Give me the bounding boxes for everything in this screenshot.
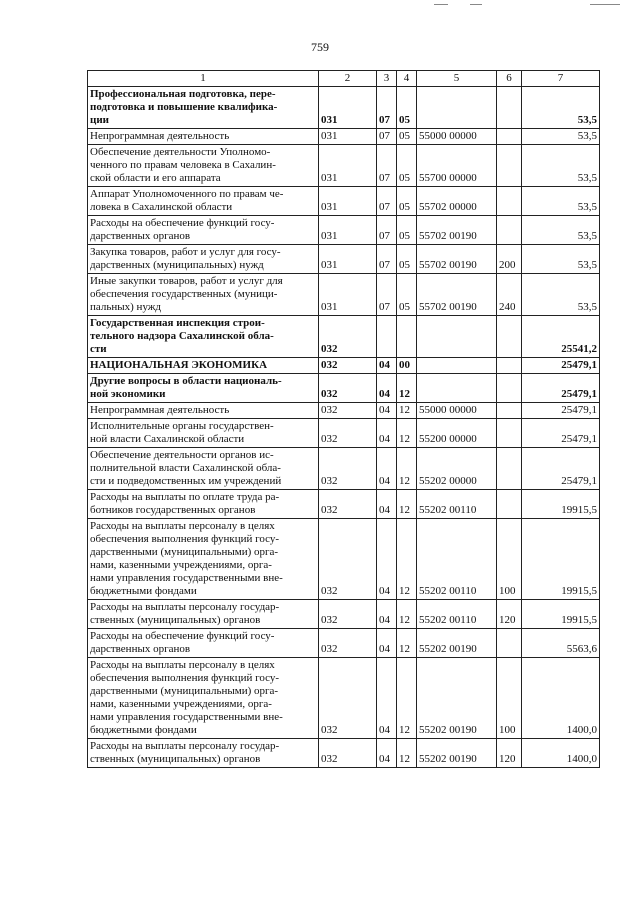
amount-cell: 1400,0 bbox=[522, 658, 600, 739]
description-line: Расходы на выплаты персоналу в целях bbox=[90, 520, 275, 532]
expense-type-cell: 240 bbox=[497, 274, 522, 316]
description-line: Обеспечение деятельности Уполномо- bbox=[90, 146, 271, 158]
target-article-cell: 55000 00000 bbox=[417, 403, 497, 419]
amount-cell: 53,5 bbox=[522, 216, 600, 245]
amount-cell: 25479,1 bbox=[522, 448, 600, 490]
target-article-cell: 55200 00000 bbox=[417, 419, 497, 448]
table-row bbox=[88, 658, 600, 739]
amount-cell: 53,5 bbox=[522, 274, 600, 316]
admin-code-cell: 031 bbox=[319, 129, 377, 145]
row-description bbox=[88, 316, 319, 358]
expense-type-cell: 200 bbox=[497, 245, 522, 274]
target-article-cell bbox=[417, 87, 497, 129]
description-line: Иные закупки товаров, работ и услуг для bbox=[90, 275, 283, 287]
subsection-code-cell: 12 bbox=[397, 739, 417, 768]
admin-code-cell: 031 bbox=[319, 187, 377, 216]
amount-cell: 53,5 bbox=[522, 129, 600, 145]
table-row bbox=[88, 145, 600, 187]
scan-mark-top bbox=[470, 4, 482, 5]
table-row bbox=[88, 87, 600, 129]
description-line: обеспечения государственных (муници- bbox=[90, 288, 278, 300]
column-header: 3 bbox=[377, 71, 397, 87]
table-row bbox=[88, 374, 600, 403]
section-code-cell: 04 bbox=[377, 519, 397, 600]
row-description bbox=[88, 358, 319, 374]
section-code-cell: 07 bbox=[377, 274, 397, 316]
table-row bbox=[88, 274, 600, 316]
subsection-code-cell: 05 bbox=[397, 187, 417, 216]
target-article-cell bbox=[417, 316, 497, 358]
subsection-code-cell: 05 bbox=[397, 145, 417, 187]
description-line: Другие вопросы в области националь- bbox=[90, 375, 282, 387]
expense-type-cell: 100 bbox=[497, 658, 522, 739]
admin-code-cell: 031 bbox=[319, 245, 377, 274]
target-article-cell bbox=[417, 374, 497, 403]
subsection-code-cell: 12 bbox=[397, 658, 417, 739]
section-code-cell: 07 bbox=[377, 129, 397, 145]
amount-cell: 53,5 bbox=[522, 245, 600, 274]
amount-cell: 5563,6 bbox=[522, 629, 600, 658]
description-line: нами управления государственными вне- bbox=[90, 711, 283, 723]
description-line: Расходы на выплаты по оплате труда ра- bbox=[90, 491, 280, 503]
section-code-cell: 07 bbox=[377, 145, 397, 187]
expense-type-cell bbox=[497, 448, 522, 490]
table-row bbox=[88, 629, 600, 658]
target-article-cell: 55000 00000 bbox=[417, 129, 497, 145]
expense-type-cell bbox=[497, 187, 522, 216]
admin-code-cell: 032 bbox=[319, 629, 377, 658]
amount-cell: 25541,2 bbox=[522, 316, 600, 358]
section-code-cell: 04 bbox=[377, 403, 397, 419]
subsection-code-cell: 05 bbox=[397, 216, 417, 245]
expense-type-cell: 100 bbox=[497, 519, 522, 600]
row-description bbox=[88, 448, 319, 490]
description-line: обеспечения выполнения функций госу- bbox=[90, 672, 280, 684]
subsection-code-cell: 05 bbox=[397, 129, 417, 145]
description-line: Расходы на выплаты персоналу государ- bbox=[90, 601, 280, 613]
subsection-code-cell: 00 bbox=[397, 358, 417, 374]
admin-code-cell: 032 bbox=[319, 490, 377, 519]
admin-code-cell: 032 bbox=[319, 419, 377, 448]
section-code-cell: 04 bbox=[377, 658, 397, 739]
amount-cell: 19915,5 bbox=[522, 600, 600, 629]
row-description bbox=[88, 145, 319, 187]
description-line: дарственными (муниципальными) орга- bbox=[90, 685, 279, 697]
target-article-cell: 55202 00110 bbox=[417, 600, 497, 629]
description-line: дарственных органов bbox=[90, 230, 191, 242]
description-line: Закупка товаров, работ и услуг для госу- bbox=[90, 246, 281, 258]
target-article-cell: 55702 00000 bbox=[417, 187, 497, 216]
subsection-code-cell: 12 bbox=[397, 519, 417, 600]
description-line: ственных (муниципальных) органов bbox=[90, 753, 261, 765]
description-line: ственных (муниципальных) органов bbox=[90, 614, 261, 626]
expense-type-cell bbox=[497, 145, 522, 187]
description-line: бюджетными фондами bbox=[90, 724, 197, 736]
expense-type-cell bbox=[497, 216, 522, 245]
amount-cell: 25479,1 bbox=[522, 358, 600, 374]
description-line: НАЦИОНАЛЬНАЯ ЭКОНОМИКА bbox=[90, 359, 268, 371]
description-line: дарственных (муниципальных) нужд bbox=[90, 259, 264, 271]
table-row bbox=[88, 358, 600, 374]
target-article-cell: 55702 00190 bbox=[417, 274, 497, 316]
description-line: Исполнительные органы государствен- bbox=[90, 420, 274, 432]
description-line: нами, казенными учреждениями, орга- bbox=[90, 698, 272, 710]
description-line: Расходы на обеспечение функций госу- bbox=[90, 217, 275, 229]
expense-type-cell bbox=[497, 129, 522, 145]
description-line: Профессиональная подготовка, пере- bbox=[90, 88, 276, 100]
subsection-code-cell: 12 bbox=[397, 629, 417, 658]
admin-code-cell: 031 bbox=[319, 87, 377, 129]
description-line: дарственными (муниципальными) орга- bbox=[90, 546, 279, 558]
target-article-cell: 55202 00190 bbox=[417, 658, 497, 739]
column-header: 1 bbox=[88, 71, 319, 87]
subsection-code-cell: 05 bbox=[397, 274, 417, 316]
subsection-code-cell: 05 bbox=[397, 245, 417, 274]
budget-table bbox=[87, 70, 600, 768]
target-article-cell: 55700 00000 bbox=[417, 145, 497, 187]
admin-code-cell: 032 bbox=[319, 358, 377, 374]
description-line: полнительной власти Сахалинской обла- bbox=[90, 462, 281, 474]
description-line: ской области и его аппарата bbox=[90, 172, 221, 184]
description-line: ботников государственных органов bbox=[90, 504, 256, 516]
table-row bbox=[88, 403, 600, 419]
expense-type-cell bbox=[497, 316, 522, 358]
description-line: сти bbox=[90, 343, 107, 355]
description-line: нами, казенными учреждениями, орга- bbox=[90, 559, 272, 571]
table-row bbox=[88, 187, 600, 216]
column-header: 2 bbox=[319, 71, 377, 87]
description-line: Обеспечение деятельности органов ис- bbox=[90, 449, 274, 461]
row-description bbox=[88, 187, 319, 216]
section-code-cell: 04 bbox=[377, 600, 397, 629]
section-code-cell: 07 bbox=[377, 216, 397, 245]
description-line: обеспечения выполнения функций госу- bbox=[90, 533, 280, 545]
column-header: 5 bbox=[417, 71, 497, 87]
description-line: ловека в Сахалинской области bbox=[90, 201, 233, 213]
section-code-cell: 04 bbox=[377, 448, 397, 490]
section-code-cell: 07 bbox=[377, 187, 397, 216]
row-description bbox=[88, 519, 319, 600]
row-description bbox=[88, 403, 319, 419]
description-line: нами управления государственными вне- bbox=[90, 572, 283, 584]
expense-type-cell bbox=[497, 419, 522, 448]
subsection-code-cell: 12 bbox=[397, 403, 417, 419]
description-line: ции bbox=[90, 114, 110, 126]
description-line: пальных) нужд bbox=[90, 301, 162, 313]
table-row bbox=[88, 448, 600, 490]
target-article-cell bbox=[417, 358, 497, 374]
target-article-cell: 55202 00190 bbox=[417, 629, 497, 658]
description-line: тельного надзора Сахалинской обла- bbox=[90, 330, 274, 342]
expense-type-cell bbox=[497, 403, 522, 419]
expense-type-cell: 120 bbox=[497, 739, 522, 768]
scan-mark-top bbox=[434, 4, 448, 5]
column-header: 4 bbox=[397, 71, 417, 87]
section-code-cell: 07 bbox=[377, 245, 397, 274]
admin-code-cell: 031 bbox=[319, 216, 377, 245]
description-line: бюджетными фондами bbox=[90, 585, 197, 597]
admin-code-cell: 031 bbox=[319, 145, 377, 187]
admin-code-cell: 031 bbox=[319, 274, 377, 316]
amount-cell: 25479,1 bbox=[522, 419, 600, 448]
scan-mark-top bbox=[590, 4, 620, 5]
description-line: Аппарат Уполномоченного по правам че- bbox=[90, 188, 284, 200]
admin-code-cell: 032 bbox=[319, 519, 377, 600]
amount-cell: 53,5 bbox=[522, 187, 600, 216]
page-number: 759 bbox=[311, 40, 329, 54]
expense-type-cell bbox=[497, 629, 522, 658]
subsection-code-cell: 12 bbox=[397, 374, 417, 403]
section-code-cell: 04 bbox=[377, 739, 397, 768]
amount-cell: 1400,0 bbox=[522, 739, 600, 768]
admin-code-cell: 032 bbox=[319, 403, 377, 419]
table-row bbox=[88, 129, 600, 145]
table-row bbox=[88, 419, 600, 448]
subsection-code-cell: 12 bbox=[397, 419, 417, 448]
admin-code-cell: 032 bbox=[319, 316, 377, 358]
description-line: Расходы на обеспечение функций госу- bbox=[90, 630, 275, 642]
row-description bbox=[88, 658, 319, 739]
table-row bbox=[88, 490, 600, 519]
column-header: 7 bbox=[522, 71, 600, 87]
description-line: Непрограммная деятельность bbox=[90, 404, 230, 416]
admin-code-cell: 032 bbox=[319, 739, 377, 768]
amount-cell: 53,5 bbox=[522, 145, 600, 187]
expense-type-cell bbox=[497, 490, 522, 519]
admin-code-cell: 032 bbox=[319, 658, 377, 739]
target-article-cell: 55202 00110 bbox=[417, 519, 497, 600]
table-row bbox=[88, 519, 600, 600]
target-article-cell: 55202 00110 bbox=[417, 490, 497, 519]
row-description bbox=[88, 129, 319, 145]
section-code-cell: 04 bbox=[377, 490, 397, 519]
target-article-cell: 55202 00000 bbox=[417, 448, 497, 490]
amount-cell: 25479,1 bbox=[522, 403, 600, 419]
amount-cell: 25479,1 bbox=[522, 374, 600, 403]
description-line: ченного по правам человека в Сахалин- bbox=[90, 159, 276, 171]
column-header: 6 bbox=[497, 71, 522, 87]
section-code-cell: 04 bbox=[377, 374, 397, 403]
row-description bbox=[88, 374, 319, 403]
subsection-code-cell: 12 bbox=[397, 448, 417, 490]
table-row bbox=[88, 739, 600, 768]
section-code-cell: 07 bbox=[377, 87, 397, 129]
subsection-code-cell: 05 bbox=[397, 87, 417, 129]
admin-code-cell: 032 bbox=[319, 448, 377, 490]
section-code-cell: 04 bbox=[377, 358, 397, 374]
description-line: Расходы на выплаты персоналу в целях bbox=[90, 659, 275, 671]
amount-cell: 19915,5 bbox=[522, 519, 600, 600]
description-line: дарственных органов bbox=[90, 643, 191, 655]
section-code-cell: 04 bbox=[377, 629, 397, 658]
table-row bbox=[88, 600, 600, 629]
target-article-cell: 55702 00190 bbox=[417, 216, 497, 245]
row-description bbox=[88, 629, 319, 658]
row-description bbox=[88, 419, 319, 448]
expense-type-cell bbox=[497, 87, 522, 129]
amount-cell: 19915,5 bbox=[522, 490, 600, 519]
row-description bbox=[88, 739, 319, 768]
description-line: Непрограммная деятельность bbox=[90, 130, 230, 142]
description-line: ной экономики bbox=[90, 388, 166, 400]
admin-code-cell: 032 bbox=[319, 600, 377, 629]
description-line: ной власти Сахалинской области bbox=[90, 433, 245, 445]
row-description bbox=[88, 274, 319, 316]
row-description bbox=[88, 490, 319, 519]
expense-type-cell bbox=[497, 358, 522, 374]
subsection-code-cell bbox=[397, 316, 417, 358]
section-code-cell bbox=[377, 316, 397, 358]
subsection-code-cell: 12 bbox=[397, 600, 417, 629]
admin-code-cell: 032 bbox=[319, 374, 377, 403]
expense-type-cell bbox=[497, 374, 522, 403]
target-article-cell: 55202 00190 bbox=[417, 739, 497, 768]
table-row bbox=[88, 216, 600, 245]
row-description bbox=[88, 600, 319, 629]
section-code-cell: 04 bbox=[377, 419, 397, 448]
table-row bbox=[88, 245, 600, 274]
description-line: Государственная инспекция строи- bbox=[90, 317, 265, 329]
row-description bbox=[88, 245, 319, 274]
row-description bbox=[88, 216, 319, 245]
description-line: Расходы на выплаты персоналу государ- bbox=[90, 740, 280, 752]
description-line: подготовка и повышение квалифика- bbox=[90, 101, 278, 113]
row-description bbox=[88, 87, 319, 129]
expense-type-cell: 120 bbox=[497, 600, 522, 629]
table-row bbox=[88, 316, 600, 358]
amount-cell: 53,5 bbox=[522, 87, 600, 129]
target-article-cell: 55702 00190 bbox=[417, 245, 497, 274]
subsection-code-cell: 12 bbox=[397, 490, 417, 519]
table-header-row bbox=[88, 71, 600, 87]
description-line: сти и подведомственных им учреждений bbox=[90, 475, 282, 487]
